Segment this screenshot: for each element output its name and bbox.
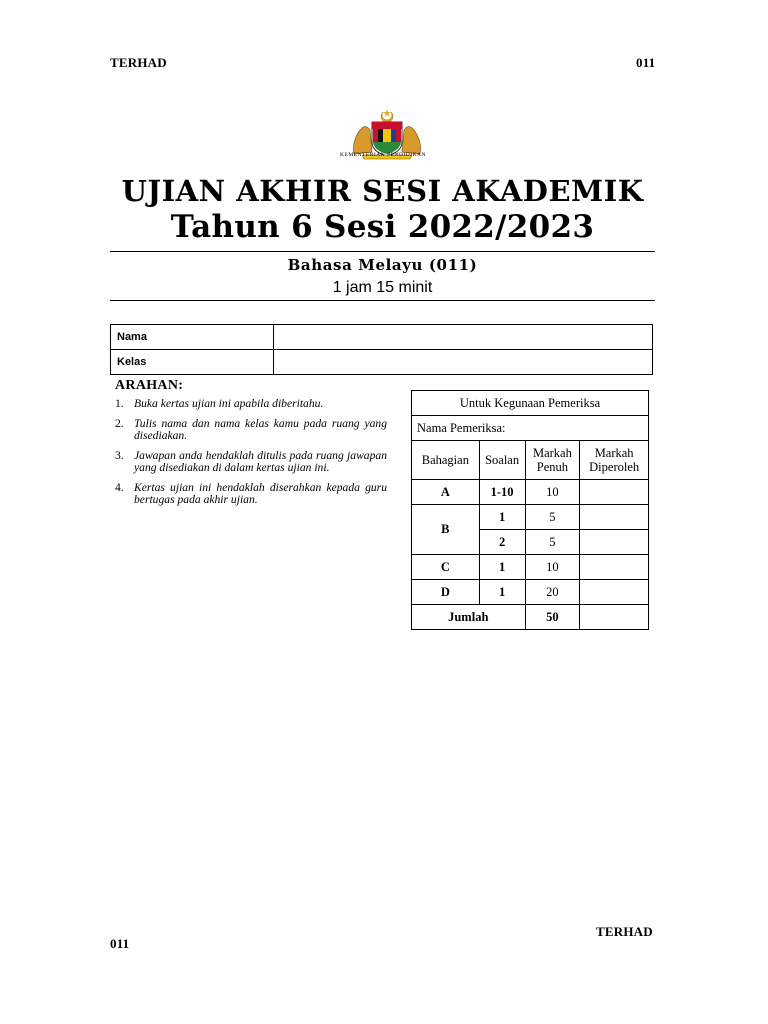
question-cell: 1	[479, 580, 525, 605]
total-label: Jumlah	[412, 605, 526, 630]
ministry-caption: KEMENTERIAN PENDIDIKAN	[339, 152, 426, 158]
obtained-marks-cell[interactable]	[580, 480, 649, 505]
footer-paper-code: 011	[110, 936, 130, 951]
exam-title: UJIAN AKHIR SESI AKADEMIK	[121, 174, 644, 208]
obtained-marks-cell[interactable]	[580, 530, 649, 555]
student-identity-table	[110, 324, 653, 375]
obtained-marks-cell[interactable]	[580, 555, 649, 580]
title-rule-bottom	[110, 300, 655, 301]
title-rule-top	[110, 251, 655, 252]
header-classification: TERHAD	[110, 55, 167, 70]
col-header-marks-obtained: Markah Diperoleh	[580, 441, 649, 480]
full-marks-cell: 10	[525, 555, 580, 580]
section-cell: C	[412, 555, 480, 580]
marks-header-row	[412, 441, 649, 480]
instruction-item: 1. Buka kertas ujian ini apabila diberitahu.	[115, 397, 324, 410]
col-header-section: Bahagian	[412, 441, 480, 480]
table-row	[412, 480, 649, 505]
instruction-item: 2. Tulis nama dan nama kelas kamu pada ruang yang disediakan.	[115, 416, 387, 442]
class-label: Kelas	[111, 350, 274, 375]
section-cell: A	[412, 480, 480, 505]
exam-duration: 1 jam 15 minit	[332, 279, 433, 296]
col-header-question: Soalan	[479, 441, 525, 480]
instruction-item: 3. Jawapan anda hendaklah ditulis pada ruang jawapan yang disediakan di dalam kertas ujian ini.	[115, 448, 387, 474]
total-row	[412, 605, 649, 630]
section-cell: D	[412, 580, 480, 605]
subject-title: Bahasa Melayu (011)	[287, 256, 478, 274]
full-marks-cell: 5	[525, 530, 580, 555]
name-label: Nama	[111, 325, 274, 350]
question-cell: 1-10	[479, 480, 525, 505]
full-marks-cell: 20	[525, 580, 580, 605]
name-row	[111, 325, 653, 350]
marks-table-title: Untuk Kegunaan Pemeriksa	[412, 391, 649, 416]
total-obtained-marks[interactable]	[580, 605, 649, 630]
class-field[interactable]	[274, 350, 653, 375]
footer-classification: TERHAD	[596, 924, 653, 939]
full-marks-cell: 10	[525, 480, 580, 505]
full-marks-cell: 5	[525, 505, 580, 530]
total-full-marks: 50	[525, 605, 580, 630]
table-row	[412, 555, 649, 580]
obtained-marks-cell[interactable]	[580, 505, 649, 530]
examiner-marks-table	[411, 390, 649, 630]
instructions-heading: ARAHAN:	[115, 378, 184, 393]
question-cell: 1	[479, 555, 525, 580]
question-cell: 1	[479, 505, 525, 530]
instruction-item: 4. Kertas ujian ini hendaklah diserahkan kepada guru bertugas pada akhir ujian.	[115, 480, 387, 506]
table-row	[412, 580, 649, 605]
examiner-name-field[interactable]: Nama Pemeriksa:	[412, 416, 649, 441]
name-field[interactable]	[274, 325, 653, 350]
exam-year-session: Tahun 6 Sesi 2022/2023	[170, 209, 595, 245]
class-row	[111, 350, 653, 375]
instructions-list	[115, 398, 387, 514]
section-cell: B	[412, 505, 480, 555]
col-header-full-marks: Markah Penuh	[525, 441, 580, 480]
table-row	[412, 505, 649, 530]
obtained-marks-cell[interactable]	[580, 580, 649, 605]
header-paper-code: 011	[636, 55, 656, 70]
question-cell: 2	[479, 530, 525, 555]
